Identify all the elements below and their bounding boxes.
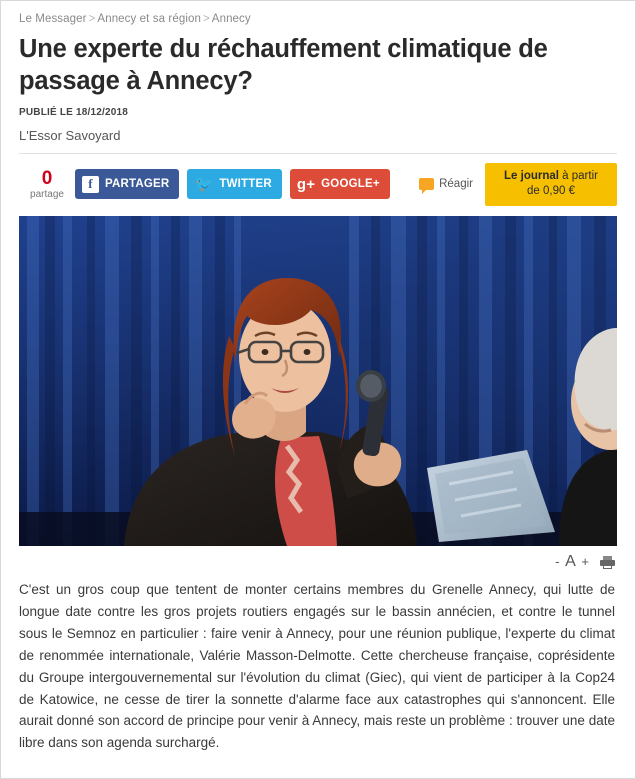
font-increase-button[interactable]: + (581, 554, 590, 570)
share-count-value: 0 (41, 167, 53, 189)
promo-rest: à partir (558, 169, 598, 182)
page-title: Une experte du réchauffement climatique de passage à Annecy? (19, 35, 548, 96)
share-google-button[interactable] (290, 169, 390, 199)
share-count-label: partage (30, 188, 64, 200)
comment-bubble-icon (419, 178, 434, 190)
subscription-promo[interactable] (485, 163, 617, 206)
share-facebook-button[interactable] (75, 169, 179, 199)
react-button[interactable] (419, 178, 473, 190)
breadcrumb-separator-2: > (202, 13, 210, 25)
promo-line-1 (499, 169, 603, 185)
breadcrumb (19, 13, 617, 25)
printer-icon-output (603, 565, 612, 569)
font-size-controls[interactable] (555, 553, 590, 571)
react-label: Réagir (439, 178, 473, 191)
article-body (19, 579, 617, 754)
facebook-icon: f (82, 176, 99, 193)
share-google-label: GOOGLE+ (321, 178, 380, 191)
breadcrumb-item-1[interactable]: Le Messager (19, 13, 87, 25)
promo-line-2: de 0,90 € (527, 185, 575, 198)
breadcrumb-separator-1: > (88, 13, 96, 25)
share-count (19, 169, 75, 200)
font-size-letter: A (565, 553, 577, 571)
share-twitter-button[interactable] (187, 169, 281, 199)
promo-strong: Le journal (504, 169, 559, 182)
breadcrumb-item-3[interactable]: Annecy (211, 13, 251, 25)
share-facebook-label: PARTAGER (105, 178, 170, 191)
article-body-paragraph: C'est un gros coup que tentent de monter certains membres du Grenelle Annecy, qui lutte de longue date contre les gros projets routiers engagés sur le bassin annécien, et contre le tunnel sous le Semnoz en particulier : faire venir à Annecy, pour une réunion publique, l'experte du climat de renommée internationale, Valérie Masson-Delmotte. Cette chercheuse française, coprésidente du Groupe intergouvernemental sur l'évolution du climat (Giec), qui vient de participer à la Cop24 de Katowice, ne cesse de tirer la sonnette d'alarme face aux catastrophes qui s'annoncent. Elle aurait donné son accord de principe pour venir à Annecy, mais reste un problème : trouver une date libre dans son agenda surchargé. (19, 582, 615, 751)
publish-date: PUBLIÉ LE 18/12/2018 (19, 107, 129, 119)
share-bar (19, 164, 617, 204)
article-source: L'Essor Savoyard (19, 128, 121, 144)
article-tools (19, 553, 615, 571)
article-photo (19, 216, 617, 546)
google-plus-icon: g+ (296, 175, 316, 193)
font-decrease-button[interactable]: - (555, 554, 561, 570)
printer-icon[interactable] (600, 556, 615, 569)
divider (19, 153, 617, 154)
share-twitter-label: TWITTER (219, 178, 272, 191)
breadcrumb-item-2[interactable]: Annecy et sa région (97, 13, 201, 25)
twitter-icon: 🐦 (194, 175, 214, 193)
article-container (1, 1, 635, 754)
article-photo-image (19, 216, 617, 546)
